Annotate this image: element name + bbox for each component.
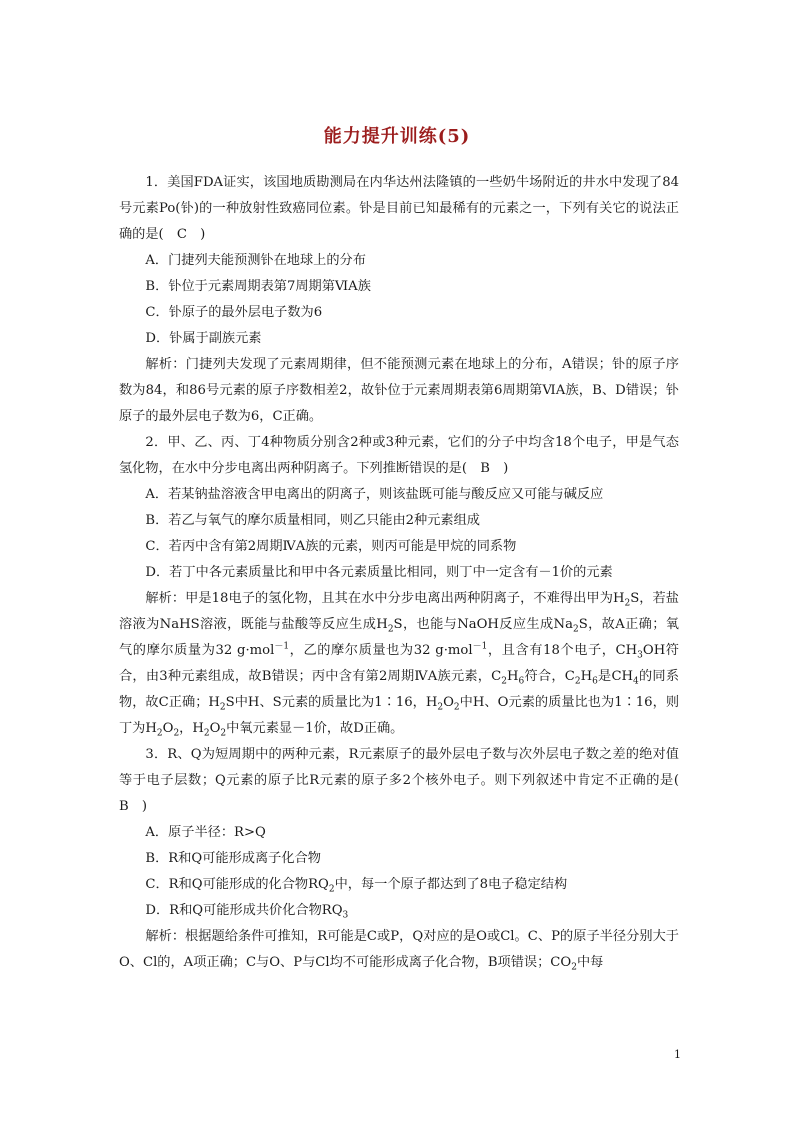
question-1-option-b: B．钋位于元素周期表第7周期第ⅥA族: [145, 279, 371, 294]
question-1-analysis: 解析：门捷列夫发现了元素周期律，但不能预测元素在地球上的分布，A错误；钋的原子序数为84，和86号元素的原子序数相差2，故钋位于元素周期表第6周期第ⅥA族，B、D错误；钋原子的最外层电子数为6，C正确。: [119, 357, 679, 424]
question-3-option-c: C．R和Q可能形成的化合物$RQ_2$中，每一个原子都达到了8电子稳定结构: [145, 877, 568, 895]
question-3-stem: 3．R、Q为短周期中的两种元素，R元素原子的最外层电子数与次外层电子数之差的绝对值等于电子层数；Q元素的原子比R元素的原子多2个核外电子。则下列叙述中肯定不正确的是( B ): [119, 747, 693, 814]
question-3-analysis: 解析：根据题给条件可推知，R可能是C或P，Q对应的是O或Cl。C、P的原子半径分别大于O、Cl的，A项正确；C与O、P与Cl均不可能形成离子化合物，B项错误；$CO_2$中每: [119, 929, 679, 973]
question-1-option-a: A．门捷列夫能预测钋在地球上的分布: [145, 253, 366, 268]
page-number: 1: [674, 1048, 681, 1061]
page-title: 能力提升训练(5): [323, 126, 471, 147]
question-1-option-c: C．钋原子的最外层电子数为6: [145, 305, 323, 320]
question-2-analysis: 解析：甲是18电子的氢化物，且其在水中分步电离出两种阴离子，不难得出甲为$H_2S$，若盐溶液为NaHS溶液，既能与盐酸等反应生成$H_2S$，也能与NaOH反应生成$Na_2S$，故A正确；氧气的摩尔质量为32 g·mol$^{-1}$，乙的摩尔质量也为32 g·mol$^{-1}$，且含有18个电子，$CH_3OH$符合，由3种元素组成，故B错误；丙中含有第2周期ⅣA族元素，$C_2H_6$符合，$C_2H_6$是$CH_4$的同系物，故C正确；$H_2S$中H、S元素的质量比为1∶16，$H_2O_2$中H、O元素的质量比也为1∶16，则丁为$H_2O_2$，$H_2O_2$中氧元素显－1价，故D正确。: [119, 591, 680, 739]
question-1-stem: 1．美国FDA证实，该国地质勘测局在内华达州法隆镇的一些奶牛场附近的井水中发现了84号元素Po(钋)的一种放射性致癌同位素。钋是目前已知最稀有的元素之一，下列有关它的说法正确的是( C ): [119, 175, 679, 242]
question-2-stem: 2．甲、乙、丙、丁4种物质分别含2种或3种元素，它们的分子中均含18个电子，甲是气态氢化物，在水中分步电离出两种阴离子。下列推断错误的是( B ): [119, 435, 679, 476]
question-2-option-c: C．若丙中含有第2周期ⅣA族的元素，则丙可能是甲烷的同系物: [145, 539, 517, 554]
question-2-option-b: B．若乙与氧气的摩尔质量相同，则乙只能由2种元素组成: [145, 513, 480, 528]
question-1-option-d: D．钋属于副族元素: [145, 331, 262, 346]
document-body: [119, 170, 693, 976]
question-3-option-d: D．R和Q可能形成共价化合物$RQ_3$: [145, 903, 349, 921]
question-2-option-d: D．若丁中各元素质量比和甲中各元素质量比相同，则丁中一定含有－1价的元素: [145, 565, 613, 580]
question-3-option-a: A．原子半径：R>Q: [145, 825, 266, 840]
question-3-option-b: B．R和Q可能形成离子化合物: [145, 851, 321, 866]
question-2-option-a: A．若某钠盐溶液含甲电离出的阴离子，则该盐既可能与酸反应又可能与碱反应: [145, 487, 604, 502]
